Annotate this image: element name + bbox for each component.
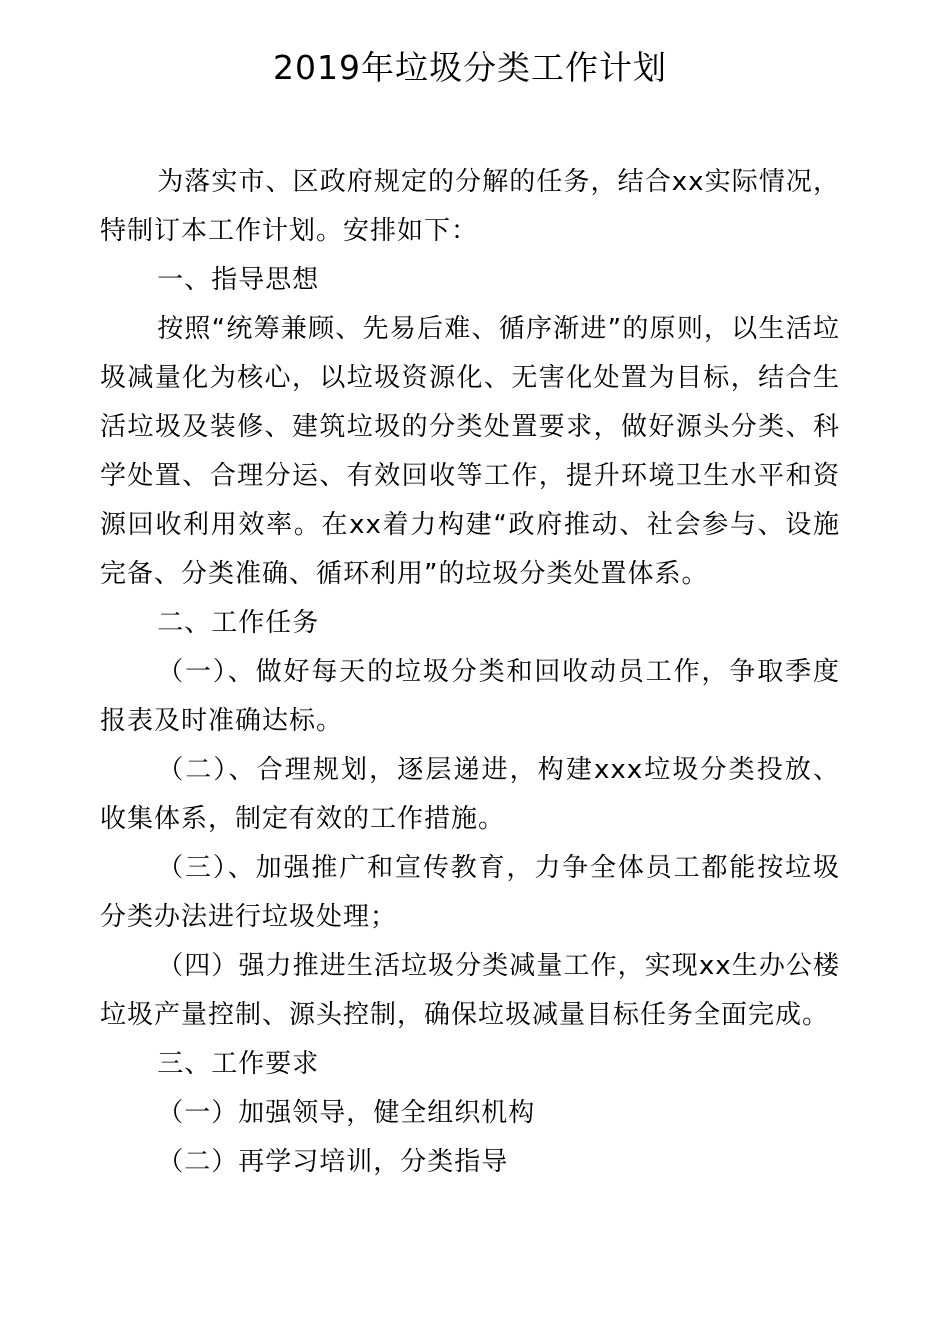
section-heading-guiding-thought: 一、指导思想 [157,265,320,295]
work-task-item-1: （一）、做好每天的垃圾分类和回收动员工作，争取季度报表及时准确达标。 [100,657,840,736]
work-requirement-item-2: （二）再学习培训，分类指导 [157,1147,509,1177]
section-heading-work-requirements: 三、工作要求 [157,1049,320,1079]
work-task-item-2: （二）、合理规划，逐层递进，构建xxx垃圾分类投放、收集体系，制定有效的工作措施。 [100,755,840,834]
intro-paragraph: 为落实市、区政府规定的分解的任务，结合xx实际情况，特制订本工作计划。安排如下： [100,167,840,246]
work-requirement-item-1: （一）加强领导，健全组织机构 [157,1098,536,1128]
document-body [100,158,840,1187]
work-task-item-4: （四）强力推进生活垃圾分类减量工作，实现xx生办公楼垃圾产量控制、源头控制，确保垃圾减量目标任务全面完成。 [100,951,840,1030]
guiding-thought-paragraph: 按照“统筹兼顾、先易后难、循序渐进”的原则，以生活垃圾减量化为核心，以垃圾资源化、无害化处置为目标，结合生活垃圾及装修、建筑垃圾的分类处置要求，做好源头分类、科学处置、合理分运、有效回收等工作，提升环境卫生水平和资源回收利用效率。在xx着力构建“政府推动、社会参与、设施完备、分类准确、循环利用”的垃圾分类处置体系。 [100,314,840,589]
work-task-item-3: （三）、加强推广和宣传教育，力争全体员工都能按垃圾分类办法进行垃圾处理； [100,853,840,932]
section-heading-work-tasks: 二、工作任务 [157,608,320,638]
document-title: 2019年垃圾分类工作计划 [273,48,667,87]
